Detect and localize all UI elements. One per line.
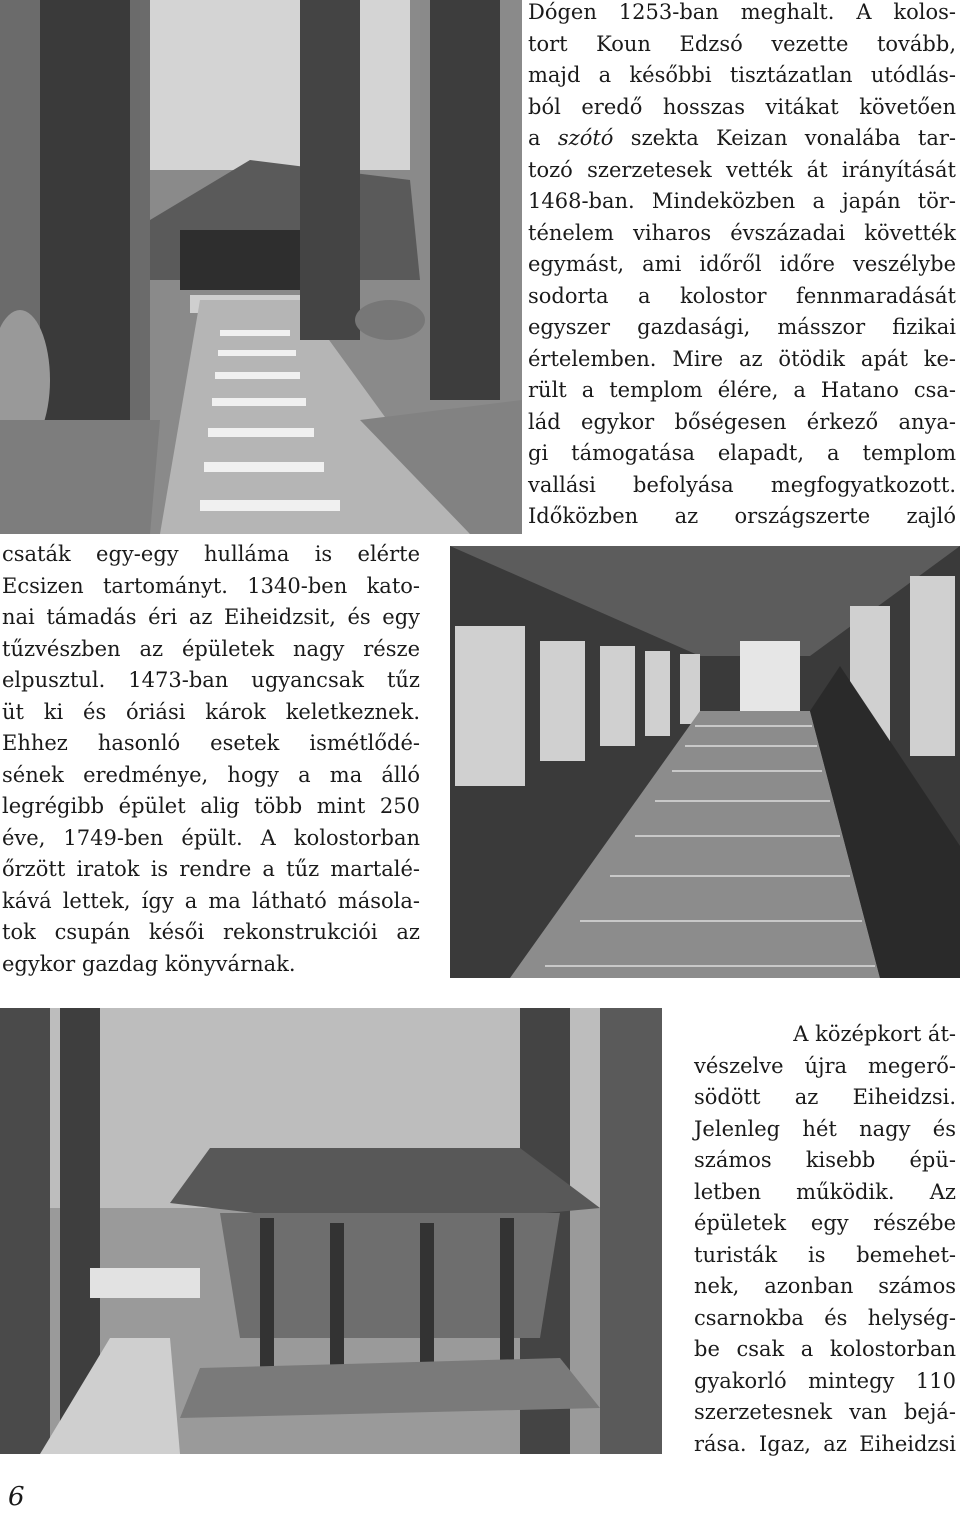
text-line: A középkort át-	[793, 1022, 956, 1046]
text-line: szerzetesnek van bejá-	[694, 1400, 956, 1424]
text-line: csarnokba és helység-	[694, 1305, 956, 1330]
text-line: gyakorló mintegy 110	[694, 1368, 956, 1393]
text-line: tozó szerzetesek vették át irányítását	[528, 157, 956, 182]
text-line: egyszer gazdasági, másszor fizikai	[528, 315, 956, 339]
text-line: ból eredő hosszas vitákat követően	[528, 94, 956, 119]
text-line: lád egykor bőségesen érkező anya-	[528, 409, 956, 434]
text-line: Ecsizen tartományt. 1340-ben kato-	[2, 573, 420, 598]
text-line: elpusztul. 1473-ban ugyancsak tűz	[2, 668, 420, 692]
text-line: vészelve újra megerő-	[694, 1053, 956, 1078]
text-line: értelemben. Mire az ötödik apát ke-	[528, 346, 956, 371]
text-line: letben működik. Az	[694, 1179, 956, 1204]
text-line: Időközben az országszerte zajló	[528, 504, 956, 528]
text-line: rása. Igaz, az Eiheidzsi	[694, 1431, 956, 1456]
text-line: 1468-ban. Mindeközben a japán tör-	[528, 189, 956, 213]
text-line: nai támadás éri az Eiheidzsit, és egy	[2, 605, 420, 629]
text-line: egykor gazdag könyvárnak.	[2, 951, 296, 976]
text-line: őrzött iratok is rendre a tűz martalé-	[2, 857, 420, 881]
text-line: tort Koun Edzsó vezette tovább,	[528, 31, 956, 56]
text-line: sének eredménye, hogy a ma álló	[2, 762, 420, 787]
text-line: sodorta a kolostor fennmaradását	[528, 283, 956, 308]
text-line: legrégibb épület alig több mint 250	[2, 794, 420, 818]
text-line: gi támogatása elapadt, a templom	[528, 441, 956, 465]
text-line: számos kisebb épü-	[694, 1148, 956, 1172]
text-line: egymást, ami időről időre veszélybe	[528, 252, 956, 276]
text-line: södött az Eiheidzsi.	[694, 1085, 956, 1109]
text-line: nek, azonban számos	[694, 1274, 956, 1298]
page-number: 6	[8, 1482, 25, 1512]
text-line: a szótó szekta Keizan vonalába tar-	[528, 126, 956, 150]
photo-stone-stairway	[0, 0, 522, 534]
text-line: épületek egy részébe	[694, 1211, 956, 1235]
text-line: vallási befolyása megfogyatkozott.	[528, 472, 956, 497]
text-line: majd a későbbi tisztázatlan utódlás-	[528, 63, 956, 87]
text-line: turisták is bemehet-	[694, 1242, 956, 1267]
text-line: éve, 1749-ben épült. A kolostorban	[2, 825, 420, 850]
photo-bell-pavilion	[0, 1008, 662, 1454]
text-line: be csak a kolostorban	[694, 1337, 956, 1361]
text-column-left	[2, 539, 420, 980]
text-line: ténelem viharos évszázadai követték	[528, 220, 956, 245]
text-line: kává lettek, így a ma látható másola-	[2, 888, 420, 913]
text-line: Ehhez hasonló esetek ismétlődé-	[2, 731, 420, 755]
text-column-bottom-right	[694, 1019, 956, 1460]
text-line: rült a templom élére, a Hatano csa-	[528, 378, 956, 402]
text-line: tűzvészben az épületek nagy része	[2, 636, 420, 661]
text-line: csaták egy-egy hulláma is elérte	[2, 542, 420, 566]
text-line: üt ki és óriási károk keletkeznek.	[2, 699, 420, 724]
text-line: Jelenleg hét nagy és	[694, 1116, 956, 1141]
text-column-top-right	[528, 0, 956, 533]
photo-corridor-stairs	[450, 546, 960, 978]
text-line: tok csupán késői rekonstrukciói az	[2, 920, 420, 944]
emphasis: szótó	[557, 126, 614, 150]
text-line: Dógen 1253-ban meghalt. A kolos-	[528, 0, 956, 24]
